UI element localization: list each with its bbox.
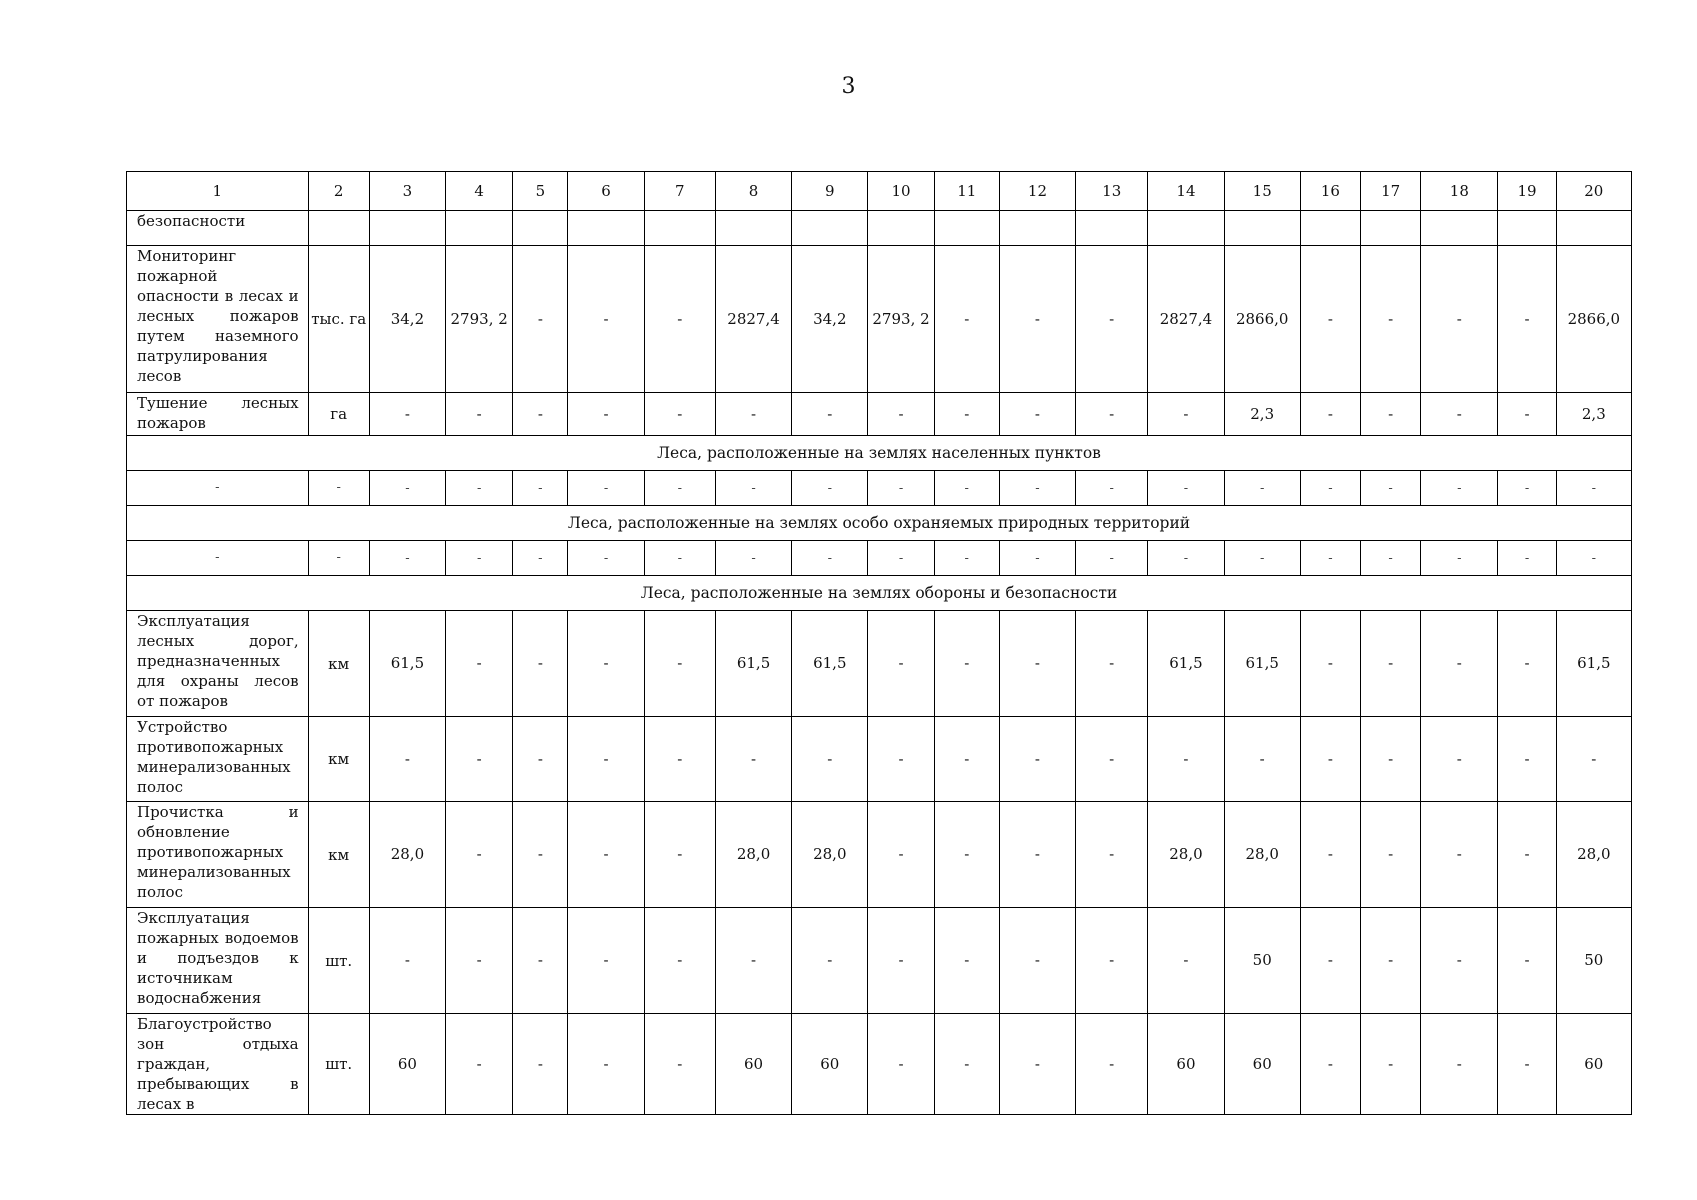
value-cell: - — [1224, 541, 1300, 576]
value-cell: - — [1498, 908, 1556, 1014]
value-cell — [1421, 211, 1498, 246]
value-cell: - — [1076, 717, 1148, 802]
value-cell: - — [934, 393, 999, 436]
table-row — [127, 541, 1632, 576]
header-cell: 5 — [513, 172, 568, 211]
value-cell: 60 — [1556, 1014, 1631, 1115]
value-cell: - — [446, 1014, 513, 1115]
value-cell: - — [446, 541, 513, 576]
value-cell: - — [792, 541, 868, 576]
value-cell — [1361, 211, 1421, 246]
value-cell: - — [1076, 541, 1148, 576]
value-cell: - — [1300, 1014, 1360, 1115]
activity-name-cell: - — [127, 471, 309, 506]
unit-cell: - — [308, 541, 369, 576]
value-cell: - — [1148, 717, 1224, 802]
value-cell: - — [868, 393, 934, 436]
value-cell: - — [1300, 393, 1360, 436]
value-cell — [1556, 211, 1631, 246]
unit-cell: га — [308, 393, 369, 436]
activity-name-cell: Эксплуатация пожарных водоемов и подъездов к источникам водоснабжения — [127, 908, 309, 1014]
data-table — [126, 171, 1632, 1115]
activity-name-cell: Мониторинг пожарной опасности в лесах и лесных пожаров путем наземного патрулирования лесов — [127, 246, 309, 393]
value-cell: - — [513, 908, 568, 1014]
activity-name-cell: Благоустройство зон отдыха граждан, пребывающих в лесах в — [127, 1014, 309, 1115]
value-cell: 28,0 — [369, 802, 445, 908]
value-cell: - — [1421, 802, 1498, 908]
page-number: 3 — [841, 74, 856, 99]
value-cell — [934, 211, 999, 246]
value-cell: - — [369, 393, 445, 436]
value-cell: - — [1498, 802, 1556, 908]
table-row — [127, 1014, 1632, 1115]
section-row — [127, 436, 1632, 471]
value-cell: - — [868, 471, 934, 506]
value-cell — [868, 211, 934, 246]
table-row — [127, 393, 1632, 436]
value-cell: - — [446, 393, 513, 436]
value-cell: - — [568, 246, 644, 393]
value-cell: - — [568, 611, 644, 717]
value-cell: 2827,4 — [1148, 246, 1224, 393]
value-cell: - — [1421, 1014, 1498, 1115]
value-cell: 2793, 2 — [868, 246, 934, 393]
value-cell: - — [1556, 717, 1631, 802]
value-cell: - — [513, 1014, 568, 1115]
value-cell: 34,2 — [792, 246, 868, 393]
value-cell: - — [1361, 717, 1421, 802]
value-cell: - — [1556, 541, 1631, 576]
value-cell: - — [568, 908, 644, 1014]
value-cell — [1300, 211, 1360, 246]
value-cell: - — [1148, 393, 1224, 436]
section-title: Леса, расположенные на землях обороны и безопасности — [127, 576, 1632, 611]
table-row — [127, 717, 1632, 802]
activity-name-cell: Устройство противопожарных минерализованных полос — [127, 717, 309, 802]
value-cell: - — [1076, 611, 1148, 717]
value-cell: - — [934, 246, 999, 393]
value-cell: - — [369, 471, 445, 506]
table-row — [127, 471, 1632, 506]
value-cell: - — [1148, 471, 1224, 506]
value-cell: - — [792, 908, 868, 1014]
value-cell: - — [999, 541, 1075, 576]
header-cell: 10 — [868, 172, 934, 211]
value-cell: - — [999, 393, 1075, 436]
value-cell: - — [1361, 1014, 1421, 1115]
value-cell — [369, 211, 445, 246]
value-cell: - — [792, 717, 868, 802]
value-cell: - — [1300, 802, 1360, 908]
unit-cell: шт. — [308, 908, 369, 1014]
value-cell: - — [1300, 908, 1360, 1014]
value-cell: 61,5 — [792, 611, 868, 717]
value-cell: - — [868, 611, 934, 717]
value-cell — [1148, 211, 1224, 246]
header-cell: 19 — [1498, 172, 1556, 211]
value-cell: - — [446, 471, 513, 506]
value-cell: - — [513, 246, 568, 393]
value-cell: 60 — [1148, 1014, 1224, 1115]
value-cell: - — [934, 908, 999, 1014]
value-cell: - — [1421, 246, 1498, 393]
header-cell: 13 — [1076, 172, 1148, 211]
value-cell: - — [715, 717, 791, 802]
value-cell: 60 — [1224, 1014, 1300, 1115]
activity-name-cell: - — [127, 541, 309, 576]
value-cell — [446, 211, 513, 246]
section-row — [127, 576, 1632, 611]
value-cell: - — [644, 611, 715, 717]
header-cell: 6 — [568, 172, 644, 211]
value-cell: - — [446, 611, 513, 717]
value-cell: - — [868, 717, 934, 802]
value-cell: - — [1421, 611, 1498, 717]
activity-name-cell: Прочистка и обновление противопожарных минерализованных полос — [127, 802, 309, 908]
header-cell: 4 — [446, 172, 513, 211]
value-cell: - — [715, 393, 791, 436]
value-cell: - — [999, 471, 1075, 506]
value-cell: - — [1498, 611, 1556, 717]
value-cell: - — [1076, 908, 1148, 1014]
value-cell: - — [1361, 908, 1421, 1014]
value-cell: - — [513, 802, 568, 908]
header-cell: 8 — [715, 172, 791, 211]
table-row — [127, 908, 1632, 1014]
value-cell: - — [934, 611, 999, 717]
value-cell: - — [999, 246, 1075, 393]
value-cell: - — [1498, 393, 1556, 436]
header-cell: 3 — [369, 172, 445, 211]
value-cell — [568, 211, 644, 246]
value-cell: - — [934, 717, 999, 802]
value-cell: - — [1076, 802, 1148, 908]
value-cell: - — [644, 246, 715, 393]
value-cell — [715, 211, 791, 246]
header-cell: 18 — [1421, 172, 1498, 211]
header-cell: 9 — [792, 172, 868, 211]
value-cell: - — [934, 541, 999, 576]
value-cell: - — [999, 802, 1075, 908]
value-cell: - — [1148, 541, 1224, 576]
value-cell: - — [568, 1014, 644, 1115]
value-cell: - — [1361, 393, 1421, 436]
value-cell: - — [1361, 611, 1421, 717]
value-cell: 28,0 — [1556, 802, 1631, 908]
value-cell: - — [715, 908, 791, 1014]
header-cell: 7 — [644, 172, 715, 211]
value-cell: - — [934, 471, 999, 506]
header-cell: 14 — [1148, 172, 1224, 211]
header-cell: 1 — [127, 172, 309, 211]
value-cell: 60 — [715, 1014, 791, 1115]
value-cell: 2866,0 — [1556, 246, 1631, 393]
value-cell: - — [446, 908, 513, 1014]
value-cell: 61,5 — [369, 611, 445, 717]
value-cell: - — [1300, 717, 1360, 802]
unit-cell: км — [308, 802, 369, 908]
value-cell: - — [644, 1014, 715, 1115]
value-cell: - — [369, 908, 445, 1014]
value-cell: - — [513, 611, 568, 717]
value-cell: 28,0 — [792, 802, 868, 908]
value-cell: - — [1361, 471, 1421, 506]
activity-name-cell: безопасности — [127, 211, 309, 246]
value-cell: - — [1421, 908, 1498, 1014]
value-cell: - — [1498, 471, 1556, 506]
value-cell: 50 — [1556, 908, 1631, 1014]
value-cell: - — [1556, 471, 1631, 506]
value-cell: - — [644, 717, 715, 802]
value-cell: - — [446, 717, 513, 802]
value-cell: - — [1421, 717, 1498, 802]
value-cell: - — [1300, 471, 1360, 506]
value-cell — [513, 211, 568, 246]
value-cell — [792, 211, 868, 246]
value-cell: 61,5 — [715, 611, 791, 717]
unit-cell: км — [308, 611, 369, 717]
value-cell: - — [369, 541, 445, 576]
value-cell: 28,0 — [1224, 802, 1300, 908]
header-cell: 11 — [934, 172, 999, 211]
header-cell: 2 — [308, 172, 369, 211]
value-cell: - — [644, 802, 715, 908]
value-cell: - — [568, 802, 644, 908]
value-cell: - — [1498, 246, 1556, 393]
value-cell: - — [1361, 246, 1421, 393]
unit-cell — [308, 211, 369, 246]
value-cell: - — [868, 908, 934, 1014]
value-cell: - — [999, 908, 1075, 1014]
value-cell: 61,5 — [1556, 611, 1631, 717]
value-cell: 2827,4 — [715, 246, 791, 393]
unit-cell: тыс. га — [308, 246, 369, 393]
value-cell: 2,3 — [1224, 393, 1300, 436]
value-cell — [999, 211, 1075, 246]
activity-name-cell: Эксплуатация лесных дорог, предназначенных для охраны лесов от пожаров — [127, 611, 309, 717]
header-cell: 20 — [1556, 172, 1631, 211]
value-cell: - — [369, 717, 445, 802]
value-cell: - — [1421, 393, 1498, 436]
activity-name-cell: Тушение лесных пожаров — [127, 393, 309, 436]
value-cell: - — [1361, 802, 1421, 908]
value-cell: 61,5 — [1148, 611, 1224, 717]
value-cell: - — [568, 541, 644, 576]
value-cell: - — [934, 802, 999, 908]
value-cell: 60 — [792, 1014, 868, 1115]
value-cell: 61,5 — [1224, 611, 1300, 717]
value-cell: - — [934, 1014, 999, 1115]
value-cell: - — [1498, 541, 1556, 576]
value-cell: - — [1300, 611, 1360, 717]
value-cell: - — [446, 802, 513, 908]
value-cell: - — [1224, 471, 1300, 506]
table-row — [127, 611, 1632, 717]
value-cell: - — [1148, 908, 1224, 1014]
section-row — [127, 506, 1632, 541]
value-cell: - — [513, 541, 568, 576]
section-title: Леса, расположенные на землях населенных пунктов — [127, 436, 1632, 471]
value-cell: - — [715, 541, 791, 576]
value-cell: - — [792, 393, 868, 436]
value-cell: - — [1421, 541, 1498, 576]
value-cell: - — [1076, 1014, 1148, 1115]
value-cell: - — [1421, 471, 1498, 506]
value-cell: - — [715, 471, 791, 506]
value-cell — [1224, 211, 1300, 246]
value-cell: 28,0 — [1148, 802, 1224, 908]
value-cell: - — [1076, 246, 1148, 393]
value-cell: - — [1224, 717, 1300, 802]
value-cell: 60 — [369, 1014, 445, 1115]
value-cell — [644, 211, 715, 246]
value-cell: - — [644, 908, 715, 1014]
value-cell — [1498, 211, 1556, 246]
value-cell: - — [644, 471, 715, 506]
value-cell: - — [1300, 246, 1360, 393]
table-row — [127, 246, 1632, 393]
value-cell: - — [1498, 717, 1556, 802]
value-cell: - — [999, 717, 1075, 802]
value-cell: - — [644, 393, 715, 436]
value-cell: 2,3 — [1556, 393, 1631, 436]
value-cell: - — [1498, 1014, 1556, 1115]
header-cell: 17 — [1361, 172, 1421, 211]
value-cell: - — [568, 717, 644, 802]
value-cell — [1076, 211, 1148, 246]
value-cell: - — [568, 471, 644, 506]
header-cell: 15 — [1224, 172, 1300, 211]
value-cell: 2793, 2 — [446, 246, 513, 393]
value-cell: 34,2 — [369, 246, 445, 393]
value-cell: - — [568, 393, 644, 436]
value-cell: 50 — [1224, 908, 1300, 1014]
value-cell: - — [868, 802, 934, 908]
value-cell: - — [644, 541, 715, 576]
section-title: Леса, расположенные на землях особо охраняемых природных территорий — [127, 506, 1632, 541]
value-cell: - — [792, 471, 868, 506]
header-row — [127, 172, 1632, 211]
table-row — [127, 802, 1632, 908]
value-cell: - — [513, 393, 568, 436]
unit-cell: шт. — [308, 1014, 369, 1115]
unit-cell: км — [308, 717, 369, 802]
header-cell: 16 — [1300, 172, 1360, 211]
value-cell: - — [513, 717, 568, 802]
value-cell: - — [1300, 541, 1360, 576]
value-cell: 2866,0 — [1224, 246, 1300, 393]
unit-cell: - — [308, 471, 369, 506]
value-cell: - — [1361, 541, 1421, 576]
value-cell: - — [999, 1014, 1075, 1115]
value-cell: - — [999, 611, 1075, 717]
value-cell: - — [1076, 471, 1148, 506]
table-row — [127, 211, 1632, 246]
value-cell: - — [868, 541, 934, 576]
value-cell: - — [513, 471, 568, 506]
value-cell: - — [1076, 393, 1148, 436]
header-cell: 12 — [999, 172, 1075, 211]
value-cell: - — [868, 1014, 934, 1115]
value-cell: 28,0 — [715, 802, 791, 908]
